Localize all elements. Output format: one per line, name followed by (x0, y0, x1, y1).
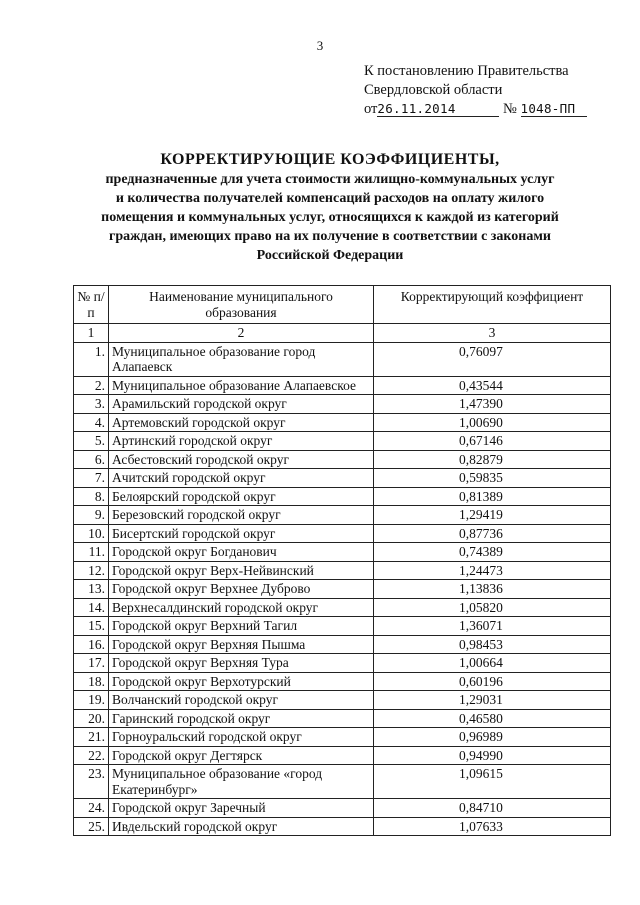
row-number: 9. (74, 506, 109, 525)
table-row (74, 561, 611, 580)
row-coefficient: 0,59835 (374, 469, 611, 488)
table-row (74, 432, 611, 451)
table-row (74, 543, 611, 562)
row-name: Березовский городской округ (109, 506, 374, 525)
coefficients-table (73, 285, 611, 836)
table-row (74, 395, 611, 414)
row-coefficient: 1,36071 (374, 617, 611, 636)
row-number: 20. (74, 709, 109, 728)
row-name: Арамильский городской округ (109, 395, 374, 414)
table-row (74, 672, 611, 691)
table-row (74, 524, 611, 543)
row-coefficient: 1,00664 (374, 654, 611, 673)
row-number: 8. (74, 487, 109, 506)
title-sub-line: граждан, имеющих право на их получение в соответствии с законами (109, 229, 551, 244)
row-number: 2. (74, 376, 109, 395)
row-number: 6. (74, 450, 109, 469)
row-number: 12. (74, 561, 109, 580)
row-coefficient: 0,67146 (374, 432, 611, 451)
header-number: № п/п (74, 286, 109, 324)
row-name: Городской округ Верхний Тагил (109, 617, 374, 636)
title-sub-line: Российской Федерации (256, 248, 404, 263)
column-number: 2 (109, 324, 374, 343)
row-coefficient: 1,47390 (374, 395, 611, 414)
table-row (74, 635, 611, 654)
row-name: Городской округ Богданович (109, 543, 374, 562)
table-row (74, 709, 611, 728)
annex-date-line (364, 100, 587, 119)
row-number: 25. (74, 817, 109, 836)
row-name: Городской округ Верхотурский (109, 672, 374, 691)
table-row (74, 617, 611, 636)
title-sub-line: помещения и коммунальных услуг, относящихся к каждой из категорий (101, 210, 559, 225)
row-coefficient: 1,07633 (374, 817, 611, 836)
row-name: Городской округ Верхняя Тура (109, 654, 374, 673)
row-name: Бисертский городской округ (109, 524, 374, 543)
row-coefficient: 0,74389 (374, 543, 611, 562)
row-name: Горноуральский городской округ (109, 728, 374, 747)
row-coefficient: 0,96989 (374, 728, 611, 747)
row-coefficient: 1,29419 (374, 506, 611, 525)
annex-date: 26.11.2014 (377, 101, 499, 117)
row-number: 11. (74, 543, 109, 562)
annex-line-2: Свердловской области (364, 82, 503, 98)
row-coefficient: 0,98453 (374, 635, 611, 654)
row-coefficient: 0,87736 (374, 524, 611, 543)
table-body (74, 342, 611, 836)
row-number: 13. (74, 580, 109, 599)
row-name: Волчанский городской округ (109, 691, 374, 710)
row-coefficient: 0,81389 (374, 487, 611, 506)
row-number: 3. (74, 395, 109, 414)
row-name: Городской округ Заречный (109, 799, 374, 818)
row-name: Муниципальное образование город Алапаевск (109, 342, 374, 376)
row-name: Муниципальное образование Алапаевское (109, 376, 374, 395)
table-row (74, 413, 611, 432)
row-number: 5. (74, 432, 109, 451)
header-coefficient: Корректирующий коэффициент (374, 286, 611, 324)
row-coefficient: 0,94990 (374, 746, 611, 765)
table-row (74, 487, 611, 506)
document-title (60, 150, 600, 265)
annex-number: 1048-ПП (521, 101, 587, 117)
table-row (74, 817, 611, 836)
row-number: 17. (74, 654, 109, 673)
column-number: 3 (374, 324, 611, 343)
row-coefficient: 0,43544 (374, 376, 611, 395)
table-row (74, 450, 611, 469)
page-number: 3 (316, 38, 324, 53)
table-row (74, 728, 611, 747)
table-row (74, 580, 611, 599)
row-number: 1. (74, 342, 109, 376)
table-row (74, 376, 611, 395)
row-number: 21. (74, 728, 109, 747)
table-row (74, 765, 611, 799)
annex-header (364, 62, 587, 119)
row-name: Городской округ Верхнее Дуброво (109, 580, 374, 599)
row-coefficient: 1,09615 (374, 765, 611, 799)
table-row (74, 342, 611, 376)
row-name: Муниципальное образование «город Екатеринбург» (109, 765, 374, 799)
table-row (74, 598, 611, 617)
row-coefficient: 1,13836 (374, 580, 611, 599)
row-name: Ивдельский городской округ (109, 817, 374, 836)
row-coefficient: 1,05820 (374, 598, 611, 617)
row-name: Городской округ Дегтярск (109, 746, 374, 765)
table-row (74, 654, 611, 673)
title-sub-line: предназначенные для учета стоимости жилищно-коммунальных услуг (105, 172, 555, 187)
row-name: Верхнесалдинский городской округ (109, 598, 374, 617)
table-row (74, 799, 611, 818)
row-coefficient: 0,84710 (374, 799, 611, 818)
row-number: 22. (74, 746, 109, 765)
table-row (74, 746, 611, 765)
row-number: 24. (74, 799, 109, 818)
table-row (74, 691, 611, 710)
row-coefficient: 1,00690 (374, 413, 611, 432)
row-number: 14. (74, 598, 109, 617)
row-name: Артемовский городской округ (109, 413, 374, 432)
row-number: 15. (74, 617, 109, 636)
row-coefficient: 1,29031 (374, 691, 611, 710)
column-number: 1 (74, 324, 109, 343)
row-coefficient: 0,60196 (374, 672, 611, 691)
table-row (74, 469, 611, 488)
row-number: 19. (74, 691, 109, 710)
row-number: 23. (74, 765, 109, 799)
row-name: Белоярский городской округ (109, 487, 374, 506)
row-number: 10. (74, 524, 109, 543)
row-coefficient: 0,46580 (374, 709, 611, 728)
annex-line-1: К постановлению Правительства (364, 63, 569, 79)
row-coefficient: 1,24473 (374, 561, 611, 580)
table-row (74, 506, 611, 525)
row-coefficient: 0,76097 (374, 342, 611, 376)
table-header-row (74, 286, 611, 324)
row-name: Городской округ Верхняя Пышма (109, 635, 374, 654)
row-number: 16. (74, 635, 109, 654)
row-number: 18. (74, 672, 109, 691)
row-name: Гаринский городской округ (109, 709, 374, 728)
annex-date-prefix: от (364, 101, 378, 117)
row-number: 7. (74, 469, 109, 488)
row-name: Городской округ Верх-Нейвинский (109, 561, 374, 580)
header-name: Наименование муниципального образования (109, 286, 374, 324)
title-main: КОРРЕКТИРУЮЩИЕ КОЭФФИЦИЕНТЫ, (160, 151, 500, 168)
row-name: Ачитский городской округ (109, 469, 374, 488)
title-sub-line: и количества получателей компенсаций расходов на оплату жилого (115, 191, 545, 206)
annex-number-prefix: № (503, 101, 517, 117)
row-coefficient: 0,82879 (374, 450, 611, 469)
row-name: Артинский городской округ (109, 432, 374, 451)
row-name: Асбестовский городской округ (109, 450, 374, 469)
row-number: 4. (74, 413, 109, 432)
column-numbers-row (74, 324, 611, 343)
